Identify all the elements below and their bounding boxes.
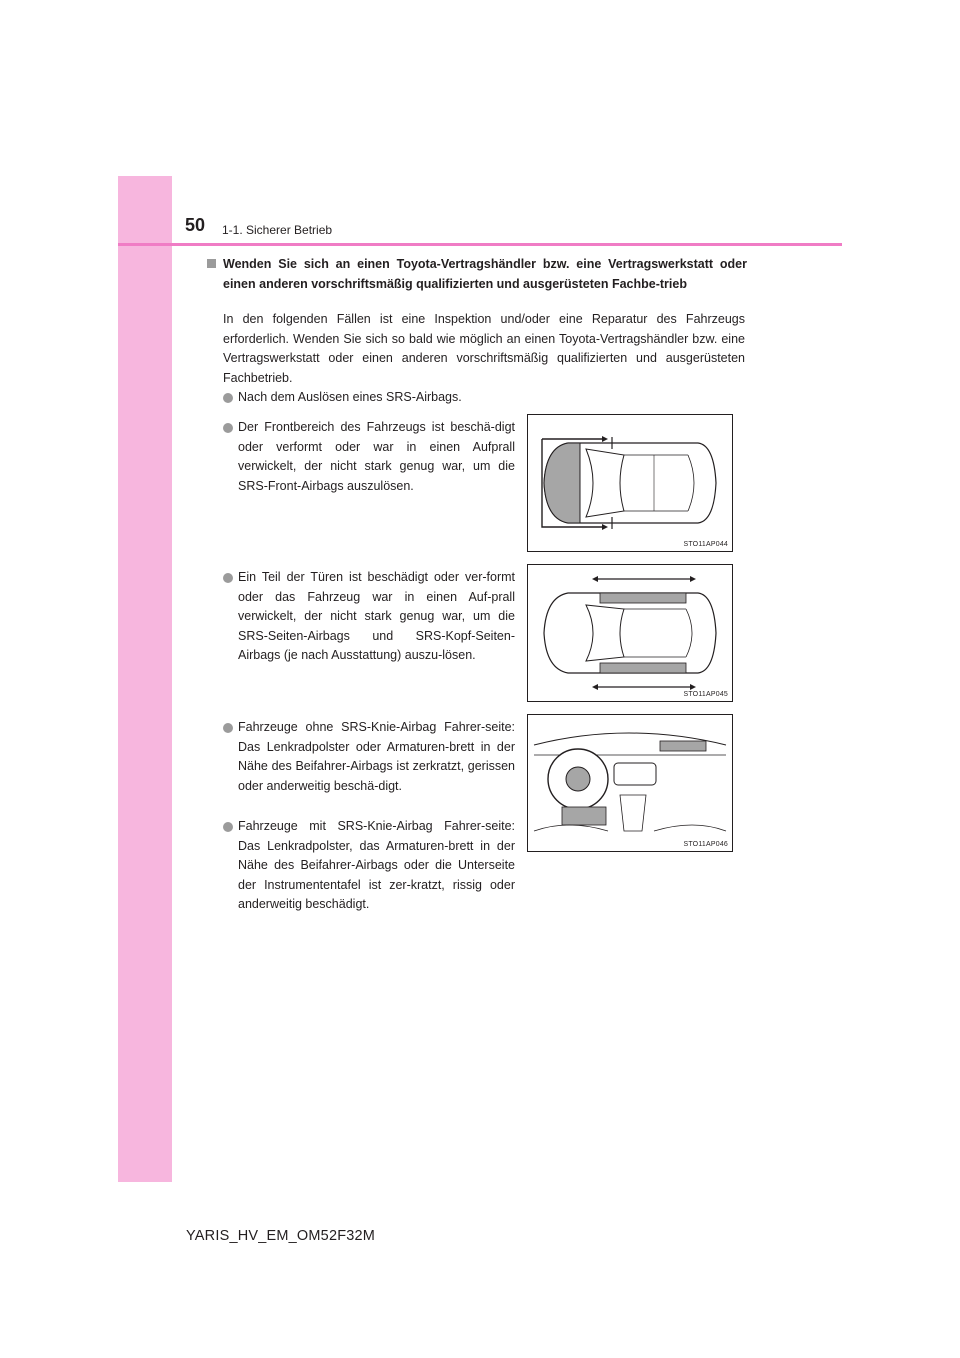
header-rule — [118, 243, 842, 246]
bullet-icon — [223, 393, 233, 403]
bullet-icon — [223, 723, 233, 733]
section-title: 1-1. Sicherer Betrieb — [222, 223, 333, 237]
figure-code: STO11AP045 — [683, 691, 728, 698]
figure-front-impact — [527, 414, 733, 552]
list-item — [223, 817, 515, 915]
figure-interior-dashboard — [527, 714, 733, 852]
page-number: 50 — [185, 215, 206, 235]
dashboard-illustration — [528, 715, 732, 851]
document-id: YARIS_HV_EM_OM52F32M — [186, 1228, 376, 1244]
figure-code: STO11AP044 — [683, 541, 728, 548]
figure-side-impact — [527, 564, 733, 702]
intro-paragraph: In den folgenden Fällen ist eine Inspektion und/oder eine Reparatur des Fahrzeugs erforderlich. Wenden Sie sich so bald wie möglich an einen Toyota-Vertragshändler bzw. eine Vertragswerkstatt oder einen anderen vorschriftsmäßig qualifizierten und ausgerüsteten Fachbetrieb. — [223, 312, 745, 385]
list-item-text: Ein Teil der Türen ist beschädigt oder ver-formt oder das Fahrzeug war in einen Auf-prall verwickelt, der nicht stark genug war, um die SRS-Seiten-Airbags und SRS-Kopf-Seiten-Airbags (je nach Ausstattung) auszu-lösen. — [238, 570, 515, 662]
bullet-icon — [223, 822, 233, 832]
car-top-view-front-illustration — [528, 415, 732, 551]
side-tab — [118, 176, 172, 1182]
bullet-icon — [223, 423, 233, 433]
car-top-view-side-illustration — [528, 565, 732, 701]
list-item-text: Fahrzeuge mit SRS-Knie-Airbag Fahrer-seite: Das Lenkradpolster, das Armaturen-brett in der Nähe des Beifahrer-Airbags oder die Unterseite der Instrumententafel ist zer-kratzt, rissig oder anderweitig beschädigt. — [238, 819, 515, 911]
list-item — [223, 568, 515, 666]
section-heading — [207, 254, 747, 294]
list-item-text: Nach dem Auslösen eines SRS-Airbags. — [238, 390, 462, 404]
list-item — [223, 418, 515, 496]
bullet-icon — [223, 573, 233, 583]
list-item-text: Der Frontbereich des Fahrzeugs ist beschä-digt oder verformt oder war in einen Aufprall verwickelt, der nicht stark genug war, um die SRS-Front-Airbags auszulösen. — [238, 420, 515, 493]
list-item — [223, 388, 523, 408]
list-item — [223, 718, 515, 796]
figure-code: STO11AP046 — [683, 841, 728, 848]
square-bullet-icon — [207, 259, 216, 268]
list-item-text: Fahrzeuge ohne SRS-Knie-Airbag Fahrer-seite: Das Lenkradpolster oder Armaturen-brett in der Nähe des Beifahrer-Airbags ist zerkratzt, gerissen oder anderweitig beschä-digt. — [238, 720, 515, 793]
section-heading-text: Wenden Sie sich an einen Toyota-Vertragshändler bzw. eine Vertragswerkstatt oder einen anderen vorschriftsmäßig qualifizierten und ausgerüsteten Fachbe-trieb — [223, 257, 747, 291]
